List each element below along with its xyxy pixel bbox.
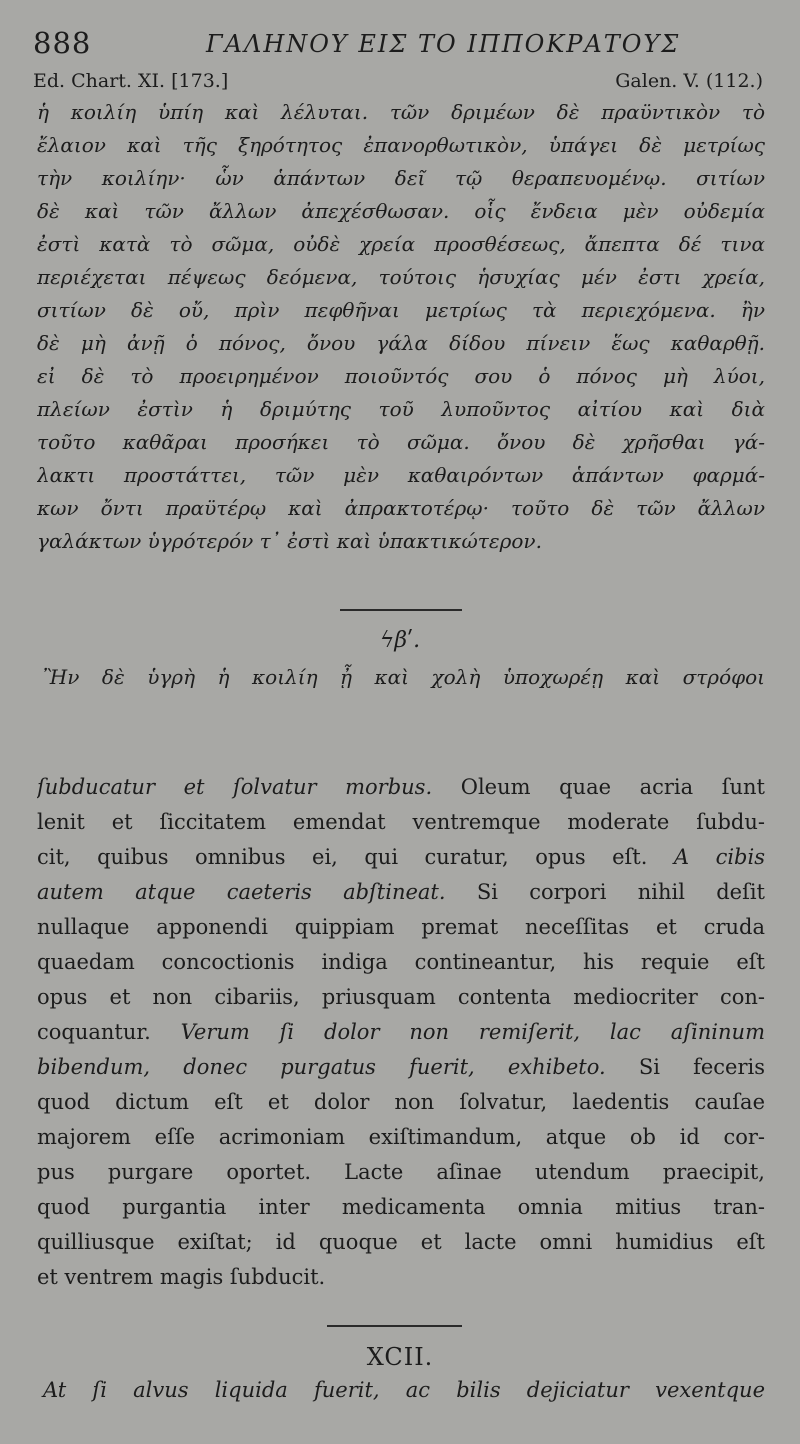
edition-references	[33, 70, 763, 96]
greek-text-line: γαλάκτων ὑγρότερόν τ᾽ ἐστὶ καὶ ὑπακτικώτερον.	[37, 529, 542, 553]
latin-text-run: quod dictum eſt et dolor non ſolvatur, laedentis cauſae	[37, 1090, 765, 1114]
latin-text-run: Si corpori nihil deſit	[445, 880, 765, 904]
latin-italic-run: Verum ſi dolor non remiſerit, lac aſininum	[180, 1020, 765, 1044]
latin-lemma: At ſi alvus liquida fuerit, ac bilis dejiciatur vexentque	[43, 1378, 765, 1402]
latin-text-run: Si feceris	[605, 1055, 765, 1079]
page-header	[33, 26, 773, 60]
greek-text-line: σιτίων δὲ οὔ, πρὶν πεφθῆναι μετρίως τὰ περιεχόμενα. ἢν	[37, 298, 765, 322]
latin-text-run: majorem eſſe acrimoniam exiſtimandum, atque ob id cor-	[37, 1125, 765, 1149]
greek-section-number: ϟβʹ.	[379, 628, 421, 653]
greek-text-line: δὲ καὶ τῶν ἄλλων ἀπεχέσθωσαν. οἷς ἔνδεια μὲν οὐδεμία	[37, 199, 765, 223]
section-divider	[340, 609, 462, 611]
greek-text-line: εἰ δὲ τὸ προειρημένον ποιοῦντός σου ὁ πόνος μὴ λύοι,	[37, 364, 765, 388]
latin-text-line	[37, 1155, 765, 1190]
greek-text-line: περιέχεται πέψεως δεόμενα, τούτοις ἡσυχίας μέν ἐστι χρεία,	[37, 265, 765, 289]
latin-text-line	[37, 770, 765, 805]
latin-text-run: quilliusque exiſtat; id quoque et lacte omni humidius eſt	[37, 1230, 765, 1254]
greek-text-block	[37, 96, 765, 558]
greek-text-line: ἡ κοιλίη ὑπίη καὶ λέλυται. τῶν δριμέων δὲ πραϋντικὸν τὸ	[37, 100, 765, 124]
latin-text-line	[37, 840, 765, 875]
greek-text-line: λακτι προστάττει, τῶν μὲν καθαιρόντων ἁπάντων φαρμά-	[37, 463, 765, 487]
latin-text-run: cit, quibus omnibus ei, qui curatur, opus eſt.	[37, 845, 674, 869]
edition-reference: Ed. Chart. XI. [173.]	[33, 70, 229, 92]
greek-text-line: δὲ μὴ ἀνῇ ὁ πόνος, ὄνου γάλα δίδου πίνειν ἕως καθαρθῇ.	[37, 331, 765, 355]
latin-text-line	[37, 1015, 765, 1050]
latin-text-line	[37, 1190, 765, 1225]
latin-italic-run: A cibis	[673, 845, 765, 869]
latin-text-run: quod purgantia inter medicamenta omnia mitius tran-	[37, 1195, 765, 1219]
greek-text-line: τὴν κοιλίην· ὧν ἁπάντων δεῖ τῷ θεραπευομένῳ. σιτίων	[37, 166, 765, 190]
greek-text-line: κων ὄντι πραϋτέρῳ καὶ ἀπρακτοτέρῳ· τοῦτο δὲ τῶν ἄλλων	[37, 496, 765, 520]
latin-text-line	[37, 945, 765, 980]
latin-text-run: et ventrem magis ſubducit.	[37, 1265, 326, 1289]
latin-text-line	[37, 1085, 765, 1120]
greek-text-line: πλείων ἐστὶν ἡ δριμύτης τοῦ λυποῦντος αἰτίου καὶ διὰ	[37, 397, 765, 421]
latin-text-line	[37, 910, 765, 945]
running-title: ΓΑΛΗΝΟΥ ΕΙΣ ΤΟ ΙΠΠΟΚΡΑΤΟΥΣ	[206, 30, 681, 58]
greek-lemma: Ἢν δὲ ὑγρὴ ἡ κοιλίη ᾖ καὶ χολὴ ὑποχωρέῃ καὶ στρόφοι	[43, 665, 765, 689]
latin-text-block	[37, 770, 765, 1295]
latin-text-run: pus purgare oportet. Lacte aſinae utendum praecipit,	[37, 1160, 765, 1184]
latin-text-run: Oleum quae acria ſunt	[432, 775, 765, 799]
latin-text-line	[37, 1120, 765, 1155]
latin-text-line	[37, 875, 765, 910]
latin-text-run: nullaque apponendi quippiam premat neceſſitas et cruda	[37, 915, 765, 939]
latin-italic-run: autem atque caeteris abſtineat.	[37, 880, 446, 904]
latin-text-run: lenit et ſiccitatem emendat ventremque moderate ſubdu-	[37, 810, 765, 834]
latin-italic-run: ſubducatur et ſolvatur morbus.	[37, 775, 433, 799]
latin-text-line	[37, 805, 765, 840]
section-divider	[327, 1325, 462, 1327]
latin-text-line	[37, 980, 765, 1015]
latin-italic-run: bibendum, donec purgatus fuerit, exhibeto.	[37, 1055, 606, 1079]
page-number: 888	[33, 26, 92, 60]
greek-text-line: ἔλαιον καὶ τῆς ξηρότητος ἐπανορθωτικὸν, ὑπάγει δὲ μετρίως	[37, 133, 765, 157]
greek-text-line: ἐστὶ κατὰ τὸ σῶμα, οὐδὲ χρεία προσθέσεως, ἄπεπτα δέ τινα	[37, 232, 765, 256]
latin-text-line	[37, 1260, 765, 1295]
latin-text-run: coquantur.	[37, 1020, 181, 1044]
latin-section-number: XCII.	[366, 1343, 434, 1371]
latin-text-line	[37, 1050, 765, 1085]
greek-text-line: τοῦτο καθᾶραι προσήκει τὸ σῶμα. ὄνου δὲ χρῆσθαι γά-	[37, 430, 765, 454]
latin-text-run: quaedam concoctionis indiga contineantur, his requie eſt	[37, 950, 765, 974]
galen-reference: Galen. V. (112.)	[615, 70, 763, 92]
latin-text-line	[37, 1225, 765, 1260]
latin-text-run: opus et non cibariis, priusquam contenta mediocriter con-	[37, 985, 765, 1009]
